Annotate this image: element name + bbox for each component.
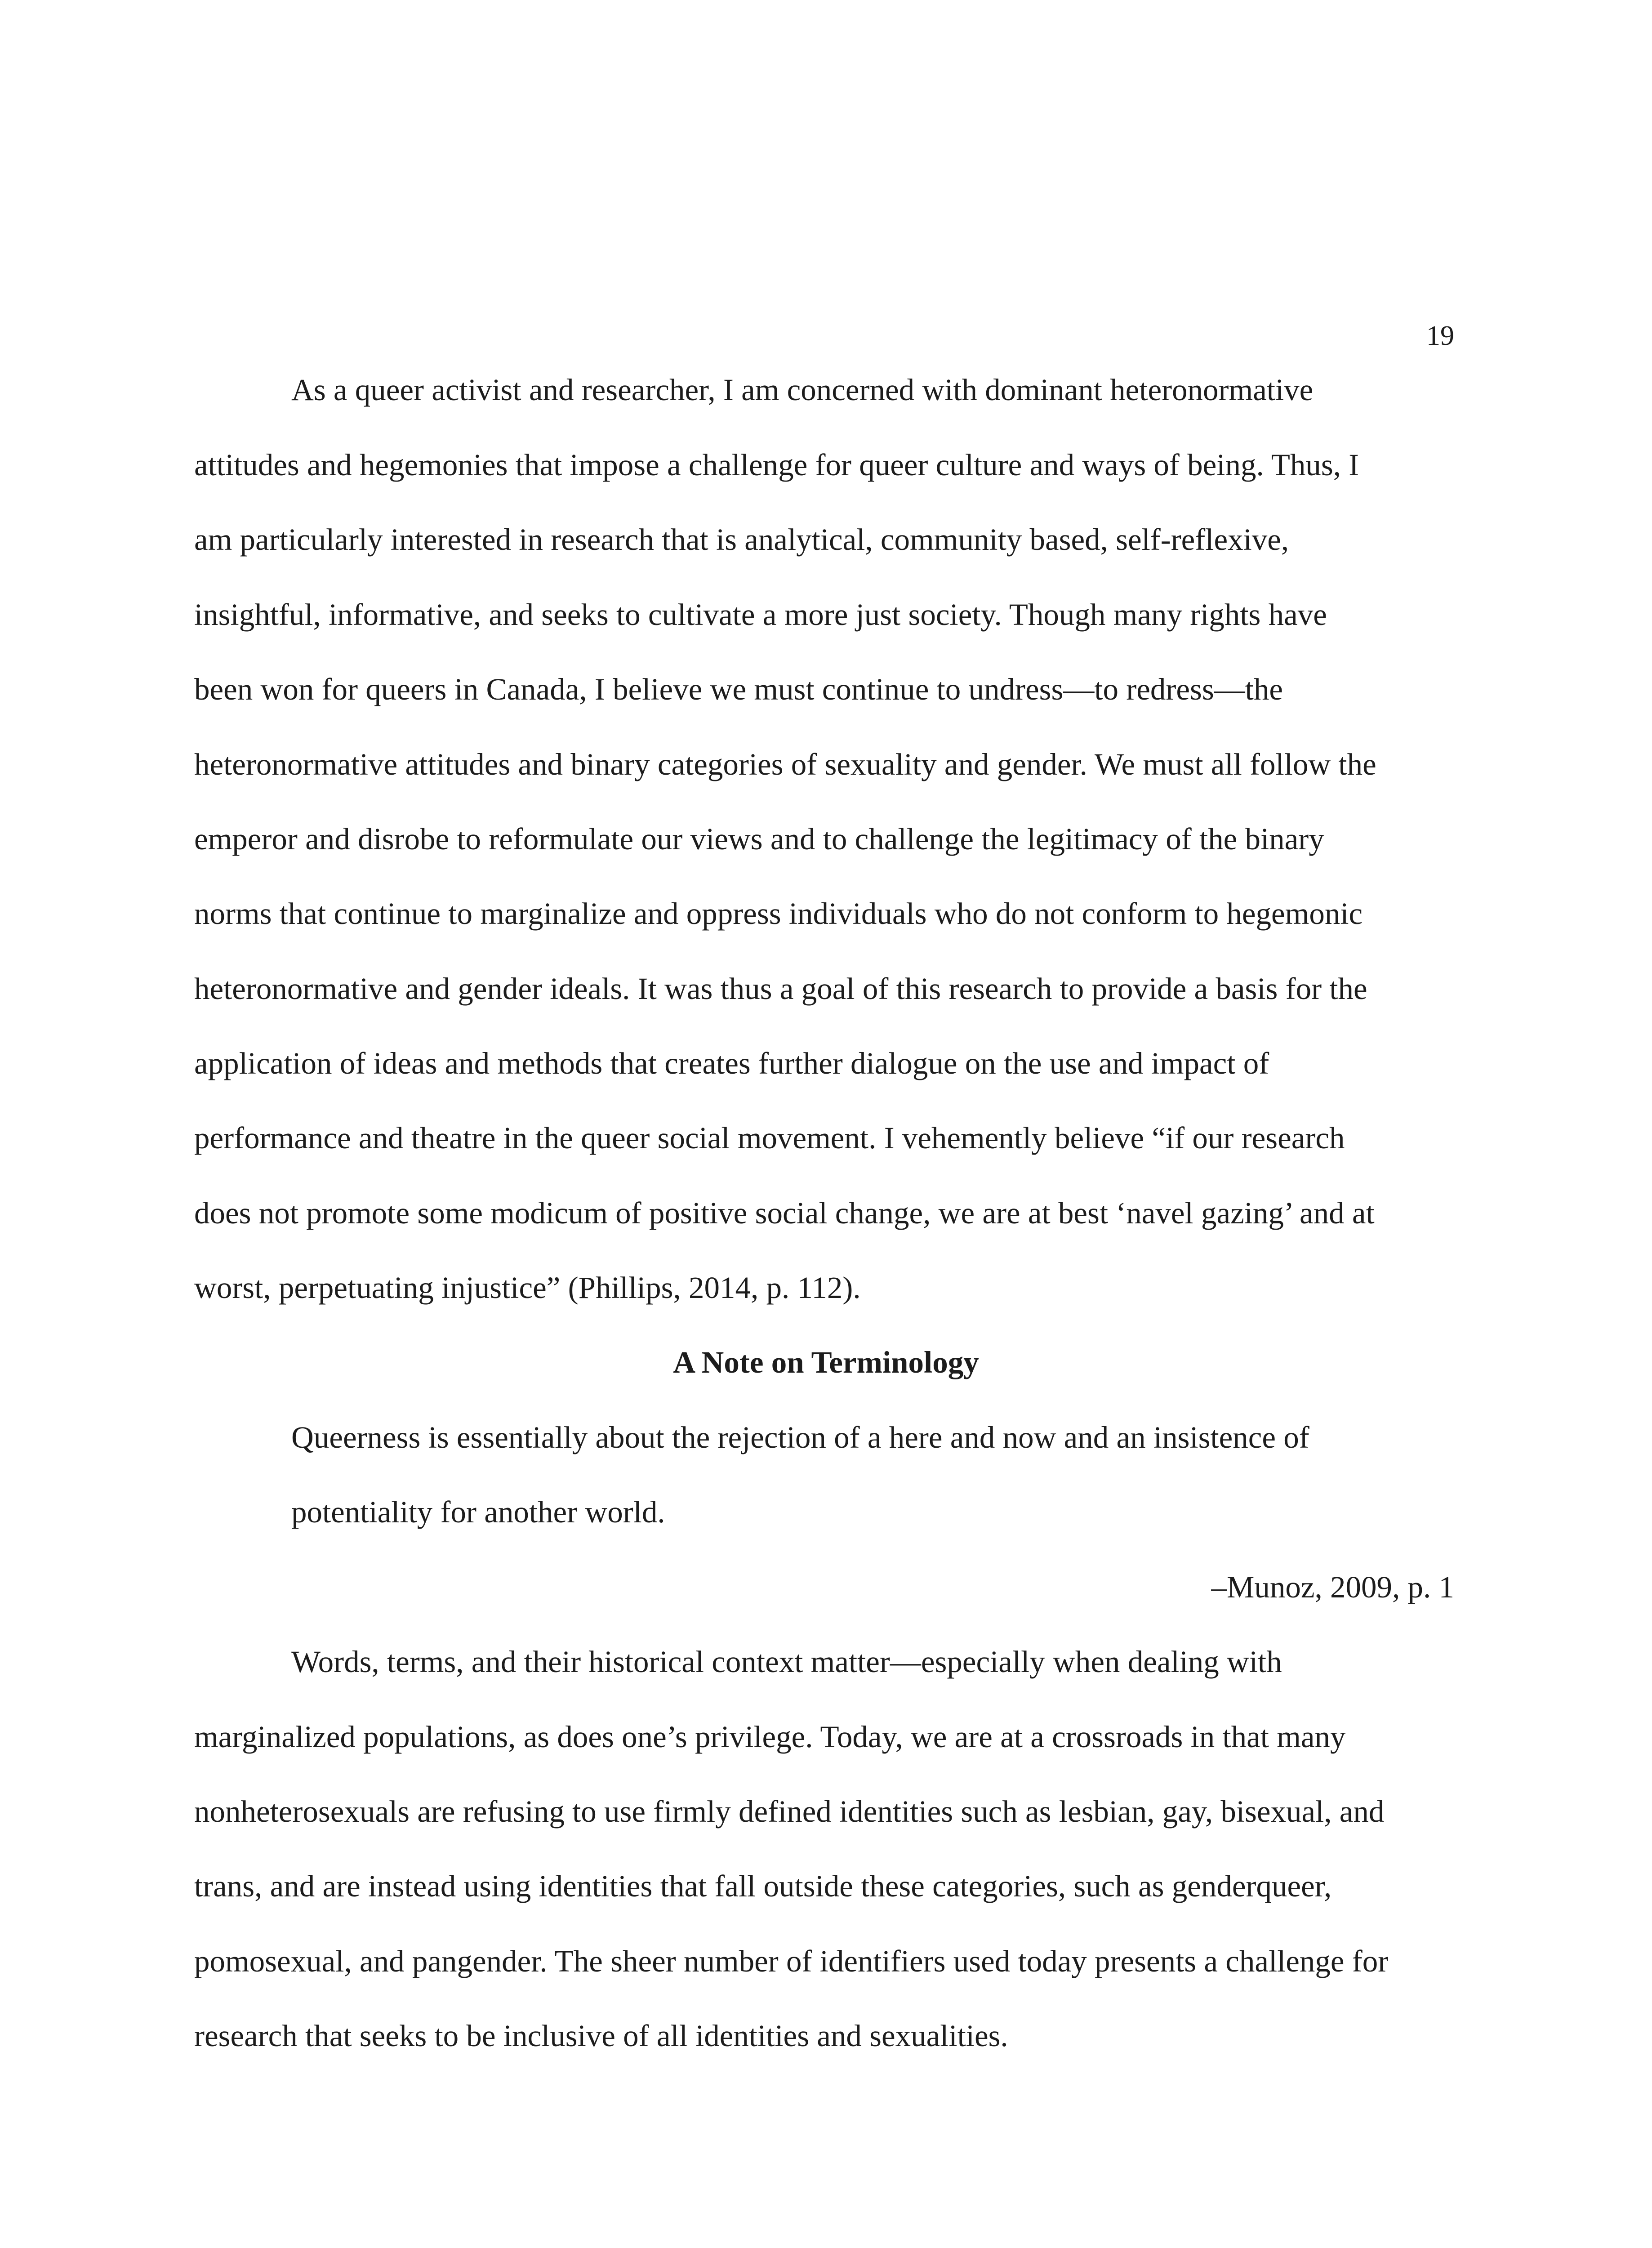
paragraph-line: does not promote some modicum of positive social change, we are at best ‘navel gazing’ and at (194, 1196, 1375, 1230)
page-number: 19 (1426, 321, 1454, 351)
paragraph-line: been won for queers in Canada, I believe we must continue to undress—to redress—the (194, 672, 1283, 706)
paragraph-line: marginalized populations, as does one’s privilege. Today, we are at a crossroads in that many (194, 1720, 1346, 1754)
paragraph-line: application of ideas and methods that creates further dialogue on the use and impact of (194, 1046, 1269, 1080)
paragraph-line: trans, and are instead using identities that fall outside these categories, such as genderqueer, (194, 1869, 1332, 1903)
epigraph-line: potentiality for another world. (291, 1495, 665, 1529)
paragraph-line: pomosexual, and pangender. The sheer number of identifiers used today presents a challenge for (194, 1944, 1389, 1978)
paragraph-line: Words, terms, and their historical context matter—especially when dealing with (291, 1645, 1282, 1679)
section-heading: A Note on Terminology (673, 1345, 979, 1379)
paragraph-line: heteronormative and gender ideals. It was thus a goal of this research to provide a basis for the (194, 972, 1367, 1006)
paragraph-line: insightful, informative, and seeks to cultivate a more just society. Though many rights have (194, 598, 1327, 632)
paragraph-line: performance and theatre in the queer social movement. I vehemently believe “if our research (194, 1121, 1345, 1155)
paragraph-line: attitudes and hegemonies that impose a challenge for queer culture and ways of being. Thus, I (194, 448, 1359, 482)
paragraph-line: worst, perpetuating injustice” (Phillips, 2014, p. 112). (194, 1271, 861, 1305)
epigraph-attribution: –Munoz, 2009, p. 1 (1211, 1570, 1454, 1604)
paragraph-line: heteronormative attitudes and binary categories of sexuality and gender. We must all follow the (194, 747, 1376, 781)
epigraph-line: Queerness is essentially about the rejection of a here and now and an insistence of (291, 1420, 1309, 1454)
paragraph-line: am particularly interested in research that is analytical, community based, self-reflexive, (194, 522, 1289, 557)
paragraph-line: research that seeks to be inclusive of all identities and sexualities. (194, 2019, 1008, 2053)
paragraph-line: norms that continue to marginalize and oppress individuals who do not conform to hegemonic (194, 897, 1363, 931)
paragraph-line: nonheterosexuals are refusing to use firmly defined identities such as lesbian, gay, bisexual, and (194, 1794, 1385, 1829)
paragraph-line: emperor and disrobe to reformulate our views and to challenge the legitimacy of the binary (194, 822, 1324, 856)
paragraph-line: As a queer activist and researcher, I am concerned with dominant heteronormative (291, 373, 1314, 407)
